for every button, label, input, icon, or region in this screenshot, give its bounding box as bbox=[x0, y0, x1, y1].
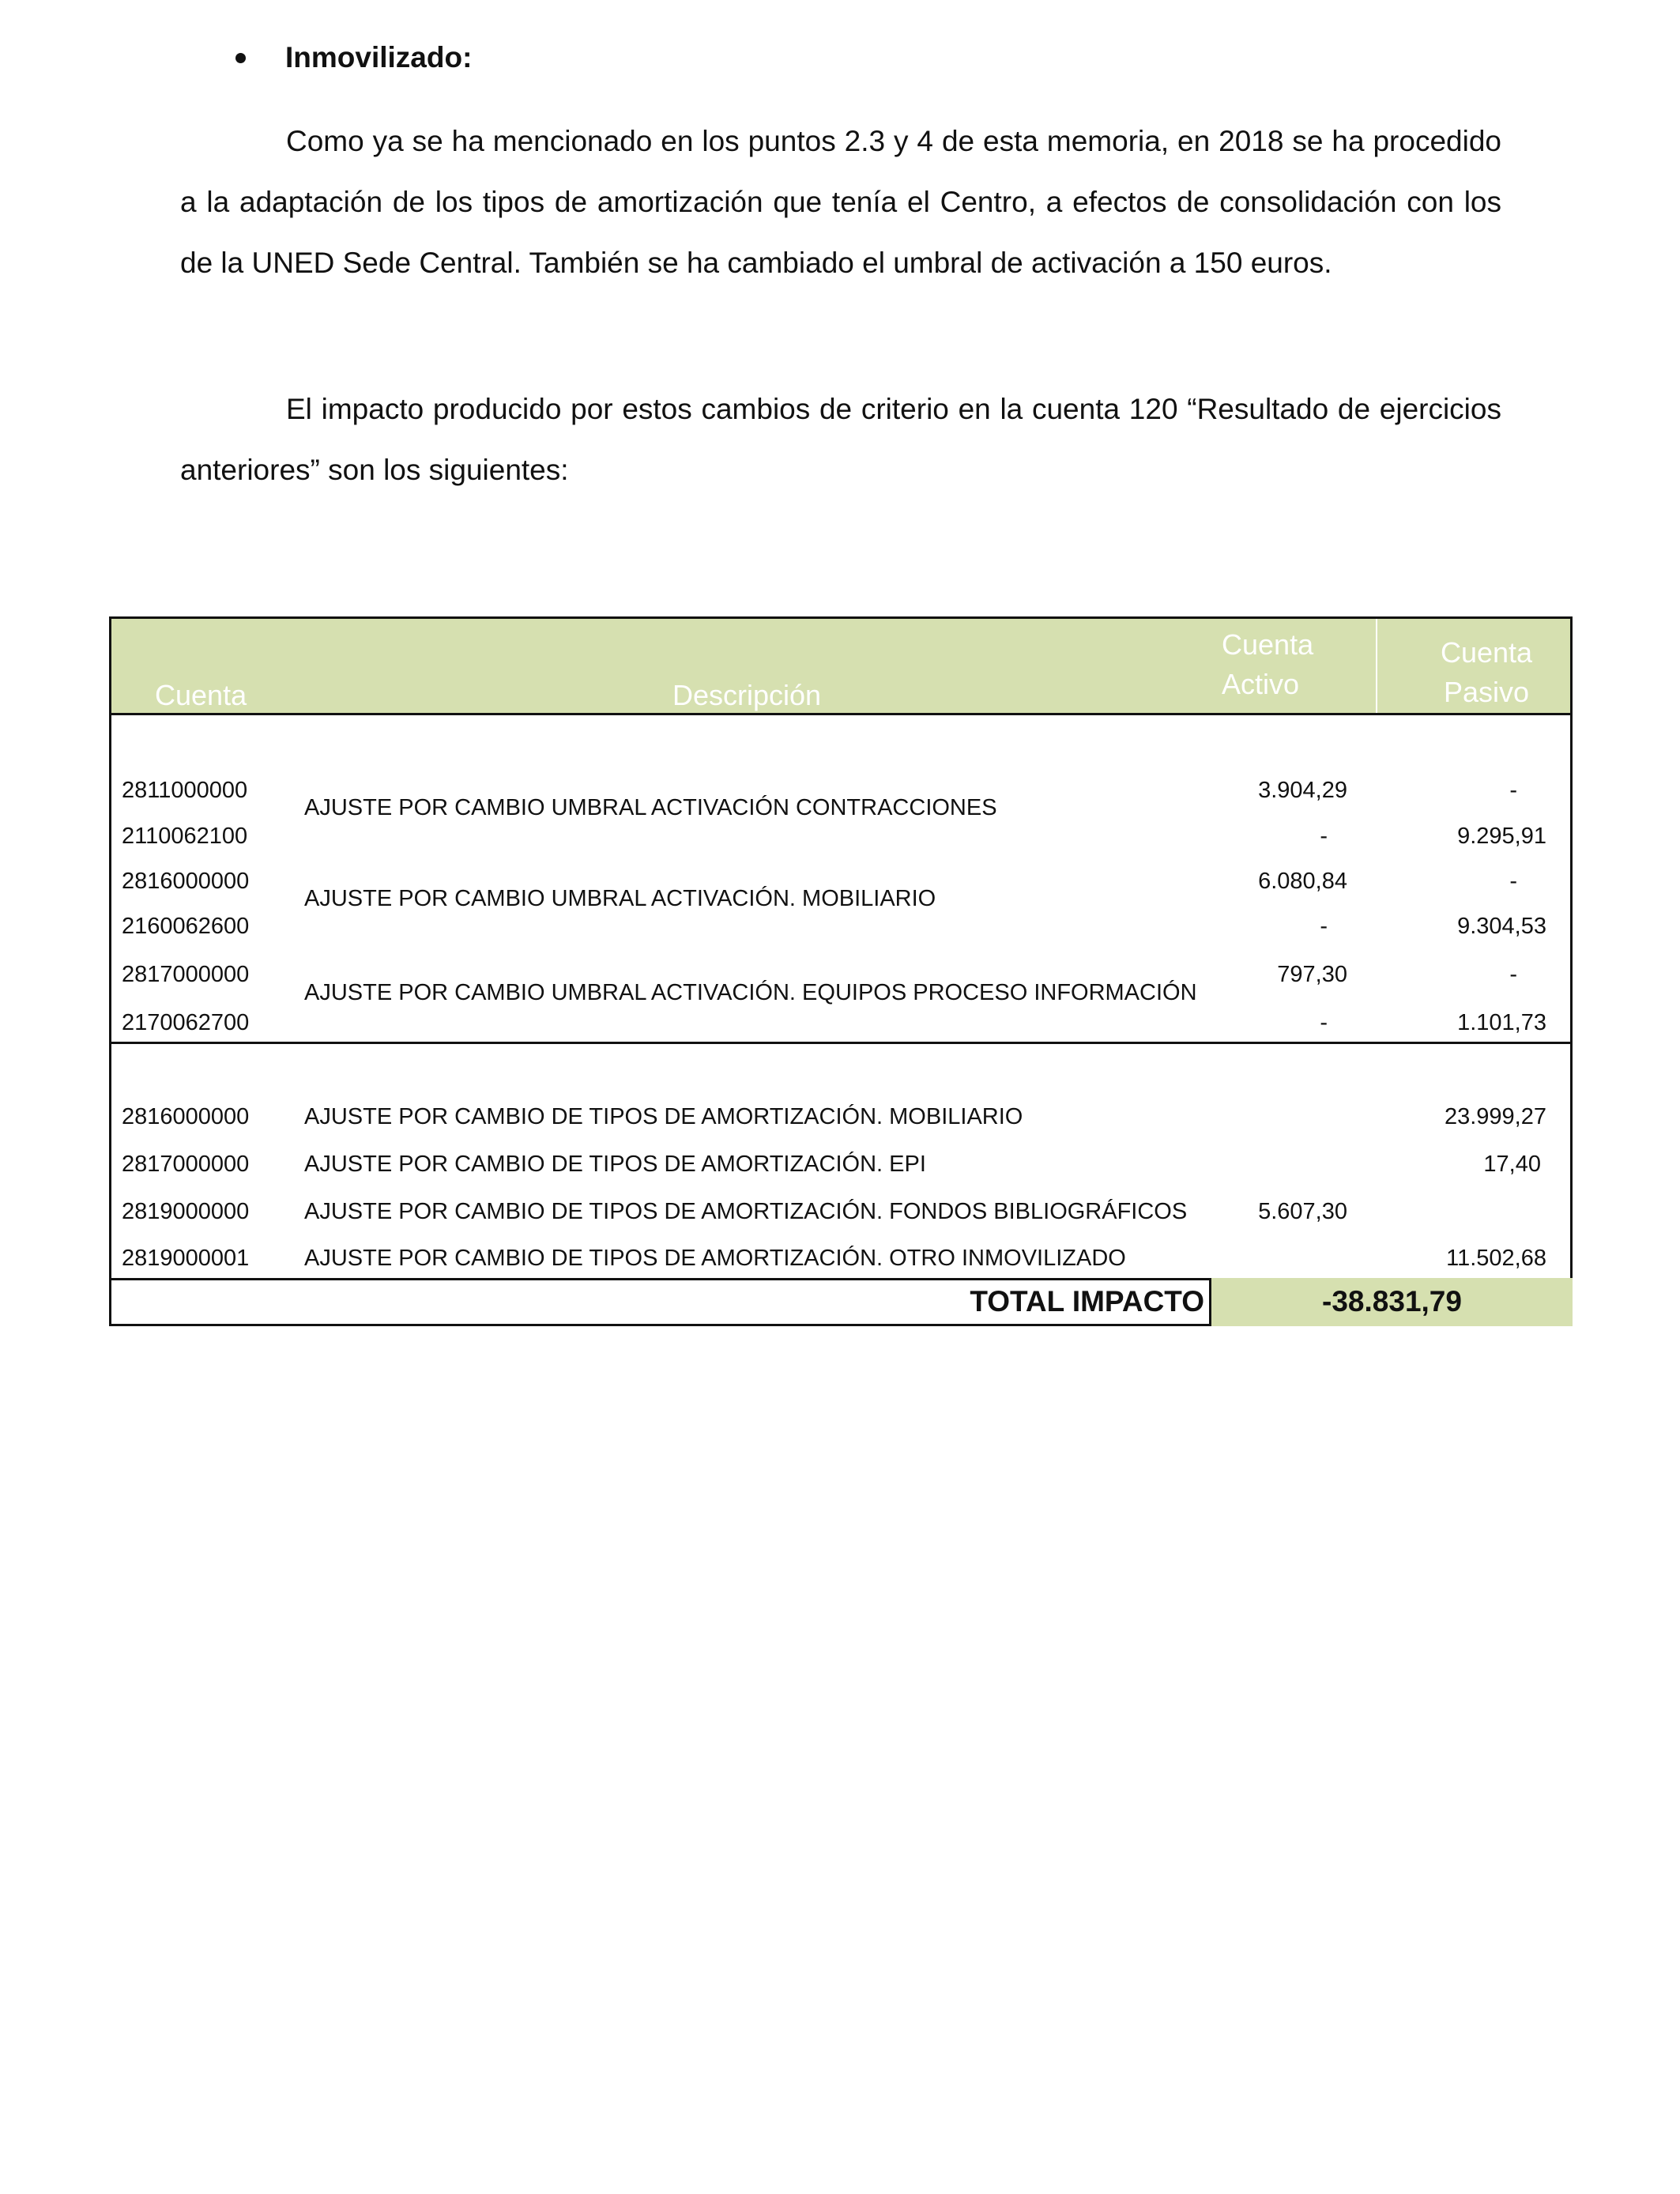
header-cuenta: Cuenta bbox=[155, 679, 247, 711]
table-cell-activo: - bbox=[1320, 914, 1328, 939]
table-cell-pasivo: - bbox=[1509, 962, 1517, 987]
table-cell-pasivo: 9.304,53 bbox=[1457, 914, 1546, 939]
header-activo-line1: Cuenta bbox=[1222, 628, 1314, 661]
table-cell-cuenta: 2160062600 bbox=[122, 914, 250, 939]
table-cell-cuenta: 2811000000 bbox=[122, 778, 248, 803]
table-cell-cuenta: 2819000001 bbox=[122, 1246, 250, 1271]
paragraph-2-text: El impacto producido por estos cambios de criterio en la cuenta 120 “Resultado de ejercicios anteriores” son los siguientes: bbox=[180, 393, 1501, 486]
table-cell-pasivo: - bbox=[1509, 869, 1517, 894]
table-cell-activo: 5.607,30 bbox=[1258, 1199, 1347, 1224]
bullet-icon bbox=[235, 53, 246, 63]
table-cell-cuenta: 2817000000 bbox=[122, 1152, 250, 1177]
paragraph-1-text: Como ya se ha mencionado en los puntos 2.3 y 4 de esta memoria, en 2018 se ha procedido a la adaptación de los tipos de amortización que tenía el Centro, a efectos de consolidación con los de la UNED Sede Central. También se ha cambiado el umbral de activación a 150 euros. bbox=[180, 125, 1501, 279]
table-cell-pasivo: 9.295,91 bbox=[1457, 824, 1546, 849]
table-cell-pasivo: - bbox=[1509, 778, 1517, 803]
table-cell-activo: 6.080,84 bbox=[1258, 869, 1347, 894]
table-cell-activo: 3.904,29 bbox=[1258, 778, 1347, 803]
table-cell-cuenta: 2170062700 bbox=[122, 1010, 250, 1035]
table-cell-descripcion: AJUSTE POR CAMBIO UMBRAL ACTIVACIÓN. MOBILIARIO bbox=[304, 886, 936, 911]
header-cuenta-activo bbox=[1222, 625, 1364, 704]
header-cuenta-pasivo bbox=[1427, 633, 1546, 712]
section-heading bbox=[235, 38, 472, 77]
table-cell-activo: 797,30 bbox=[1277, 962, 1347, 987]
table-cell-cuenta: 2110062100 bbox=[122, 824, 248, 849]
header-divider bbox=[1376, 619, 1377, 713]
table-cell-pasivo: 17,40 bbox=[1483, 1152, 1541, 1177]
header-pasivo-line1: Cuenta bbox=[1440, 636, 1533, 669]
table-cell-cuenta: 2817000000 bbox=[122, 962, 250, 987]
table-cell-activo: - bbox=[1320, 824, 1328, 849]
table-header bbox=[111, 619, 1570, 715]
table-cell-descripcion: AJUSTE POR CAMBIO UMBRAL ACTIVACIÓN. EQUIPOS PROCESO INFORMACIÓN bbox=[304, 980, 1197, 1005]
table-cell-descripcion: AJUSTE POR CAMBIO DE TIPOS DE AMORTIZACIÓN. EPI bbox=[304, 1152, 926, 1177]
table-cell-descripcion: AJUSTE POR CAMBIO DE TIPOS DE AMORTIZACIÓN. MOBILIARIO bbox=[304, 1104, 1023, 1129]
paragraph-2 bbox=[180, 379, 1501, 500]
table-cell-activo: - bbox=[1320, 1010, 1328, 1035]
table-cell-cuenta: 2816000000 bbox=[122, 869, 250, 894]
paragraph-1 bbox=[180, 111, 1501, 293]
table-cell-pasivo: 1.101,73 bbox=[1457, 1010, 1546, 1035]
total-label: TOTAL IMPACTO bbox=[970, 1285, 1204, 1318]
impact-table bbox=[109, 616, 1573, 1326]
section-title: Inmovilizado: bbox=[285, 41, 473, 74]
group-divider bbox=[111, 1042, 1570, 1044]
table-cell-pasivo: 23.999,27 bbox=[1444, 1104, 1546, 1129]
table-cell-descripcion: AJUSTE POR CAMBIO UMBRAL ACTIVACIÓN CONTRACCIONES bbox=[304, 795, 997, 820]
total-value: -38.831,79 bbox=[1322, 1285, 1462, 1318]
header-activo-line2: Activo bbox=[1222, 668, 1300, 700]
header-descripcion: Descripción bbox=[672, 679, 822, 711]
header-pasivo-line2: Pasivo bbox=[1443, 676, 1530, 708]
table-cell-pasivo: 11.502,68 bbox=[1446, 1246, 1546, 1271]
table-cell-cuenta: 2819000000 bbox=[122, 1199, 250, 1224]
table-cell-cuenta: 2816000000 bbox=[122, 1104, 250, 1129]
total-box bbox=[1209, 1278, 1573, 1326]
table-cell-descripcion: AJUSTE POR CAMBIO DE TIPOS DE AMORTIZACIÓN. FONDOS BIBLIOGRÁFICOS bbox=[304, 1199, 1188, 1224]
table-cell-descripcion: AJUSTE POR CAMBIO DE TIPOS DE AMORTIZACIÓN. OTRO INMOVILIZADO bbox=[304, 1246, 1126, 1271]
